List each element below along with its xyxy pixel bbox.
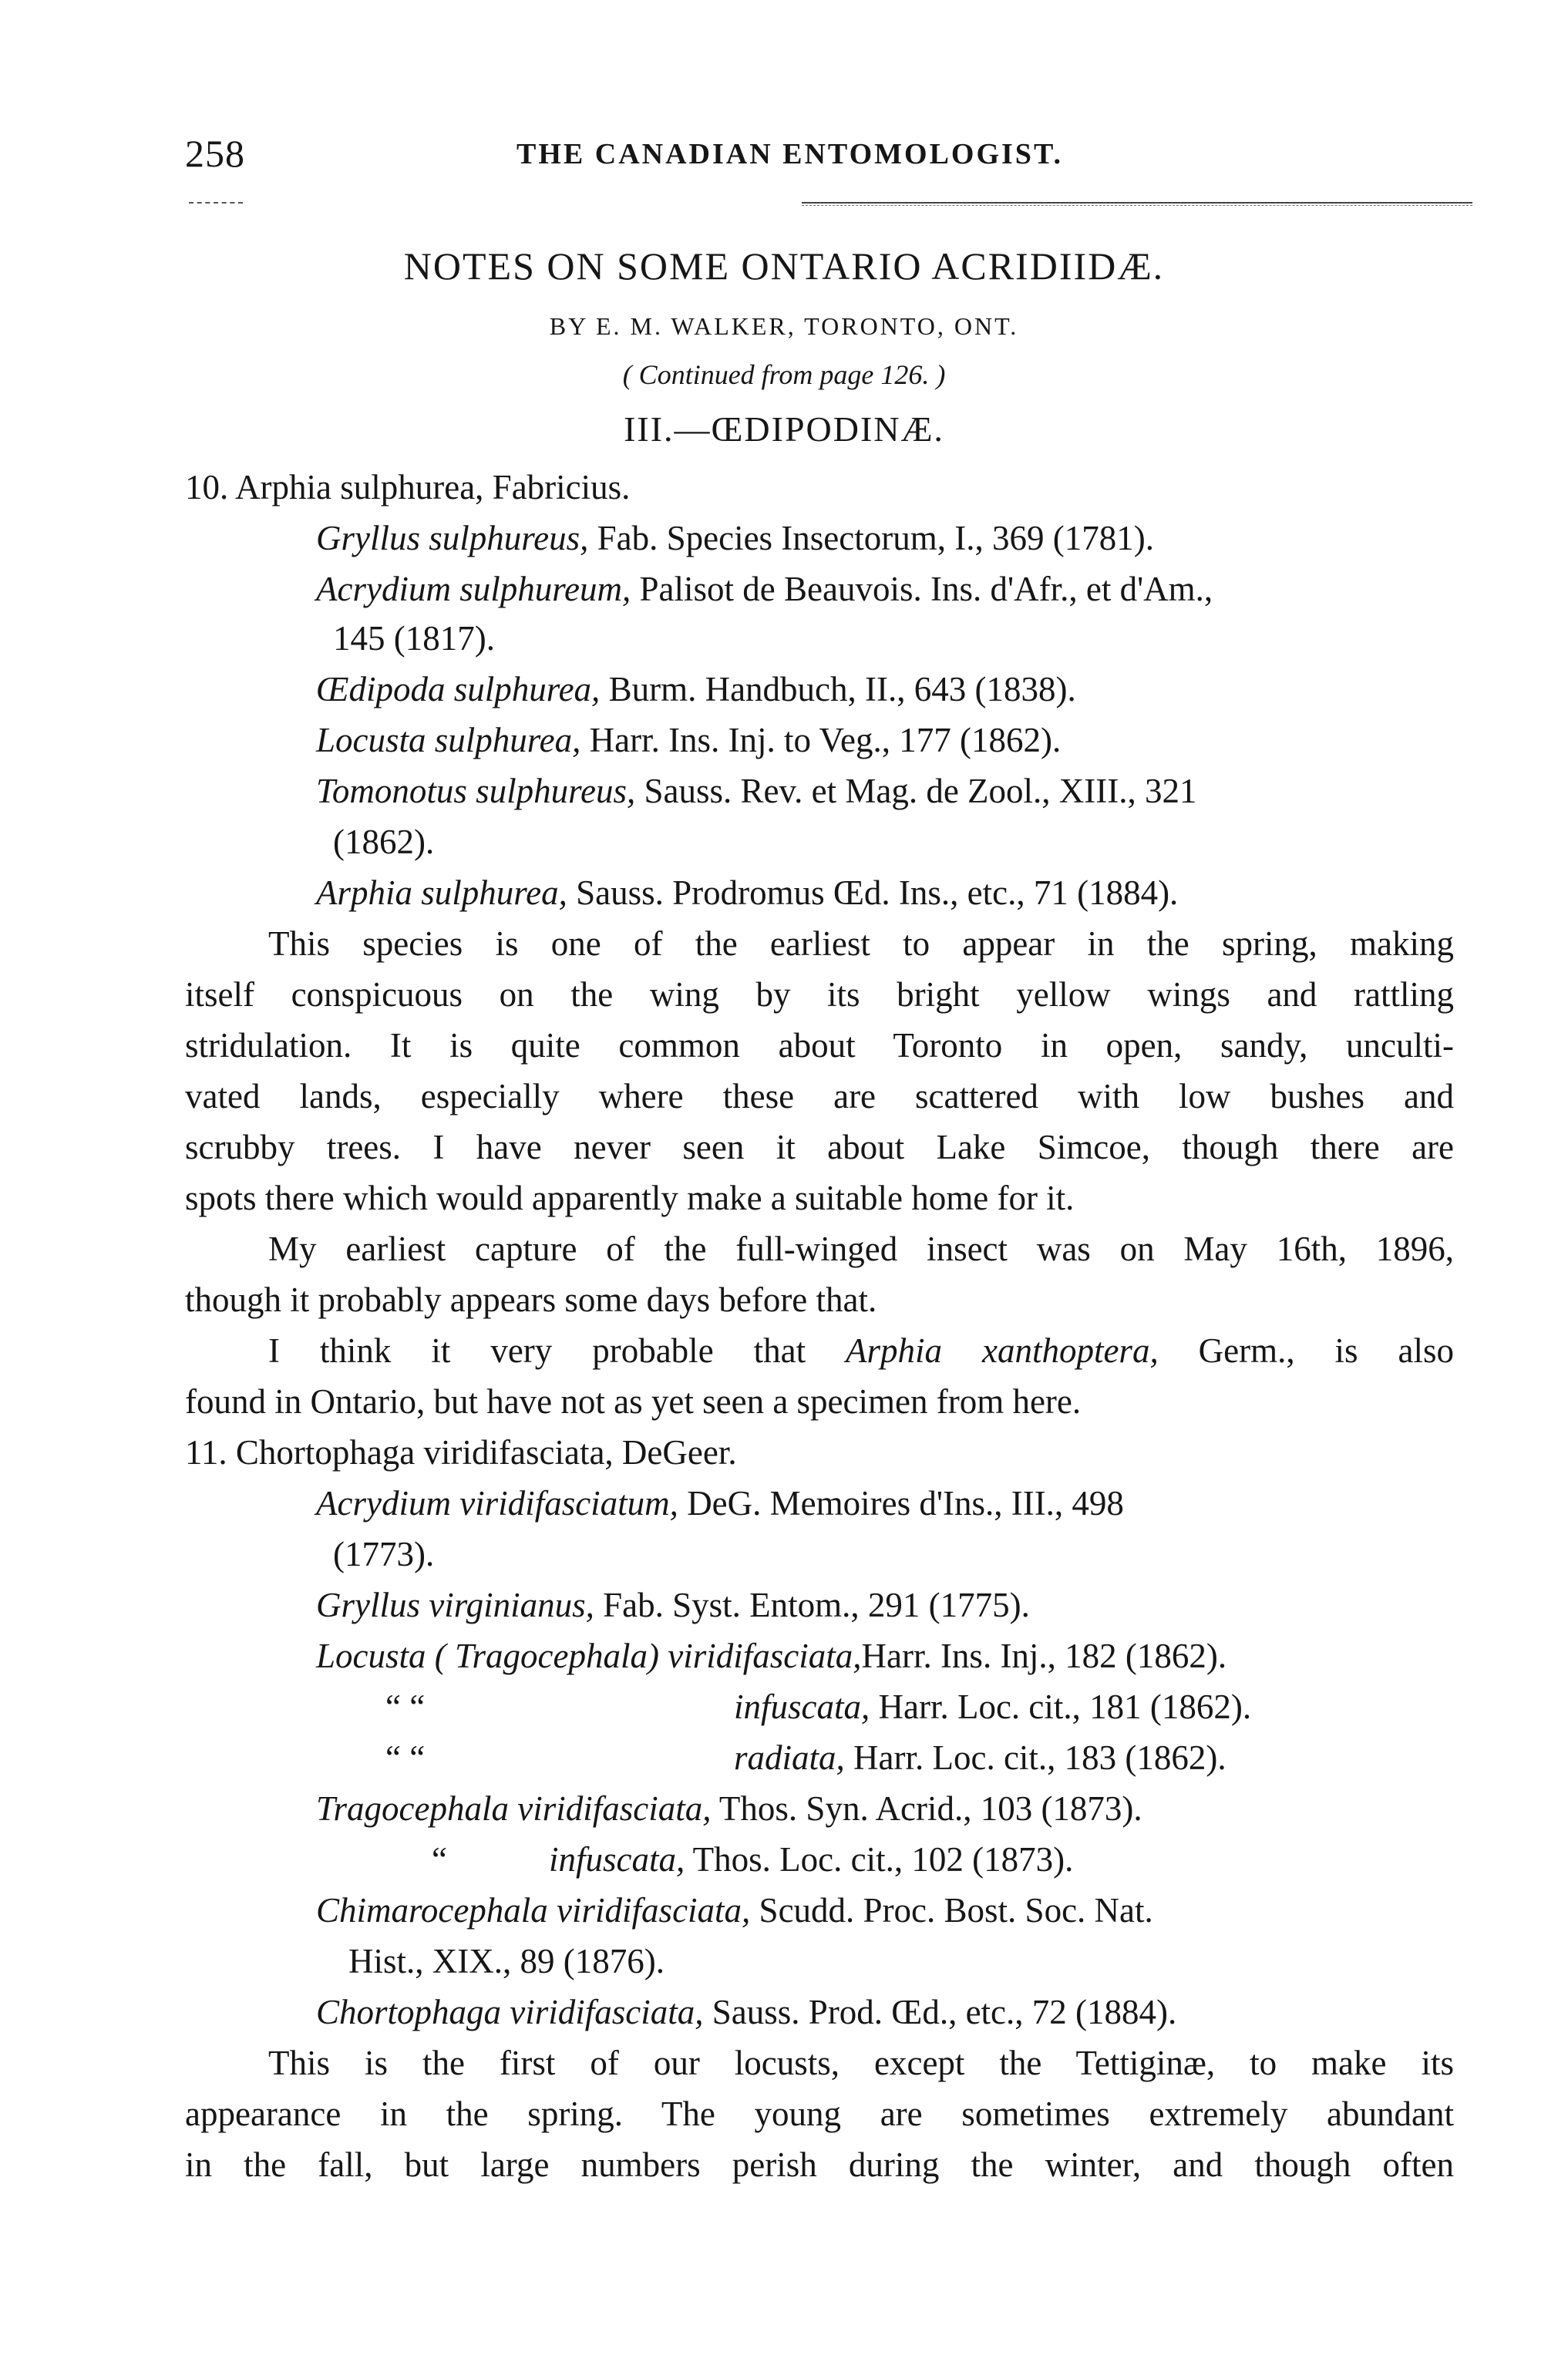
species-name-italic: Arphia xanthoptera, [846, 1331, 1159, 1370]
synonym-line [316, 672, 1076, 707]
synonym-ref: Sauss. Prodromus Œd. Ins., etc., 71 (1884). [567, 873, 1179, 912]
ditto-marks: “ “ [385, 1688, 426, 1726]
synonym-line [316, 1639, 1226, 1674]
continued-note: ( Continued from page 126. ) [622, 359, 946, 390]
article-byline: BY E. M. WALKER, TORONTO, ONT. [549, 312, 1019, 340]
synonym-line [333, 621, 495, 656]
synonym-ref: Harr. Loc. cit., 183 (1862). [844, 1738, 1226, 1777]
synonym-ref: Fab. Syst. Entom., 291 (1775). [594, 1586, 1030, 1624]
synonym-line [333, 1537, 434, 1572]
text-run: I think it very probable that [268, 1331, 846, 1370]
text-run: Germ., is also [1158, 1331, 1454, 1370]
paragraph-line: itself conspicuous on the wing by its bright yellow wings and rattling [185, 975, 1454, 1014]
synonym-ref: Palisot de Beauvois. Ins. d'Afr., et d'Am., [631, 570, 1213, 608]
paragraph-line: appearance in the spring. The young are sometimes extremely abundant [185, 2095, 1454, 2133]
species-heading: 10. Arphia sulphurea, Fabricius. [185, 468, 631, 506]
paragraph-line: stridulation. It is quite common about Toronto in open, sandy, unculti- [185, 1026, 1454, 1065]
ditto-marks: “ [432, 1840, 447, 1879]
synonym-ref: 145 (1817). [333, 619, 495, 658]
synonym-name: Locusta ( Tragocephala) viridifasciata, [316, 1637, 862, 1675]
synonym-name: Chimarocephala viridifasciata, [316, 1891, 751, 1930]
synonym-line [316, 723, 1061, 758]
synonym-line [348, 1944, 665, 1979]
synonym-ref: Fab. Species Insectorum, I., 369 (1781). [588, 519, 1154, 557]
synonym-name: infuscata, [549, 1840, 685, 1879]
section-heading: III.—ŒDIPODINÆ. [624, 409, 944, 449]
synonym-line [734, 1690, 1251, 1725]
synonym-ref: (1862). [333, 823, 435, 861]
synonym-ref: Harr. Ins. Inj. to Veg., 177 (1862). [580, 721, 1062, 759]
synonym-line [316, 1486, 1124, 1521]
synonym-ref: Thos. Loc. cit., 102 (1873). [685, 1840, 1074, 1879]
paragraph-line: in the fall, but large numbers perish during the winter, and though often [185, 2145, 1454, 2184]
paragraph-line: This species is one of the earliest to appear in the spring, making [268, 924, 1454, 963]
synonym-line [549, 1842, 1073, 1877]
synonym-line [385, 1690, 425, 1725]
synonym-line [316, 774, 1196, 809]
synonym-ref: Scudd. Proc. Bost. Soc. Nat. [750, 1891, 1153, 1930]
synonym-name: Acrydium viridifasciatum, [316, 1484, 678, 1523]
synonym-name: infuscata, [734, 1688, 870, 1726]
paragraph-line [268, 1331, 1454, 1370]
synonym-ref: (1773). [333, 1535, 435, 1573]
synonym-line [316, 1893, 1153, 1928]
synonym-ref: Harr. Loc. cit., 181 (1862). [870, 1688, 1252, 1726]
synonym-line [316, 1995, 1176, 2030]
synonym-line [333, 825, 434, 860]
species-heading: 11. Chortophaga viridifasciata, DeGeer. [185, 1433, 737, 1472]
paragraph-line: My earliest capture of the full-winged insect was on May 16th, 1896, [268, 1230, 1454, 1268]
synonym-line [316, 572, 1213, 607]
synonym-ref: Sauss. Rev. et Mag. de Zool., XIII., 321 [635, 772, 1197, 810]
synonym-line [734, 1738, 1226, 1777]
synonym-line [316, 1588, 1030, 1623]
synonym-name: Tomonotus sulphureus, [316, 772, 636, 810]
synonym-ref: Burm. Handbuch, II., 643 (1838). [600, 670, 1076, 708]
synonym-name: Arphia sulphurea, [316, 873, 567, 912]
running-title: THE CANADIAN ENTOMOLOGIST. [516, 138, 1063, 170]
synonym-line [316, 1789, 1142, 1828]
paragraph-line: spots there which would apparently make a suitable home for it. [185, 1179, 1075, 1217]
synonym-name: Gryllus virginianus, [316, 1586, 594, 1624]
synonym-name: radiata, [734, 1738, 845, 1777]
synonym-ref: Sauss. Prod. Œd., etc., 72 (1884). [703, 1993, 1177, 2031]
header-rule-right [802, 202, 1472, 204]
synonym-name: Acrydium sulphureum, [316, 570, 631, 608]
page-header [185, 131, 1434, 177]
synonym-ref: Thos. Syn. Acrid., 103 (1873). [711, 1789, 1142, 1828]
synonym-ref: DeG. Memoires d'Ins., III., 498 [678, 1484, 1124, 1523]
paragraph-line: scrubby trees. I have never seen it about Lake Simcoe, though there are [185, 1128, 1454, 1166]
paragraph-line: though it probably appears some days before that. [185, 1280, 877, 1319]
synonym-name: Chortophaga viridifasciata, [316, 1993, 704, 2031]
article-title: NOTES ON SOME ONTARIO ACRIDIIDÆ. [403, 244, 1165, 288]
synonym-line [385, 1738, 426, 1777]
synonym-ref: Hist., XIX., 89 (1876). [348, 1942, 665, 1980]
synonym-line [316, 873, 1179, 912]
header-rule-left [189, 202, 243, 204]
ditto-marks: “ “ [385, 1738, 426, 1777]
paragraph-line: This is the first of our locusts, except the Tettiginæ, to make its [268, 2044, 1454, 2082]
synonym-name: Tragocephala viridifasciata, [316, 1789, 712, 1828]
synonym-line [432, 1842, 447, 1877]
page-number: 258 [185, 132, 245, 175]
synonym-name: Gryllus sulphureus, [316, 519, 589, 557]
synonym-ref: Harr. Ins. Inj., 182 (1862). [861, 1637, 1227, 1675]
synonym-line [316, 521, 1154, 556]
synonym-name: Œdipoda sulphurea, [316, 670, 601, 708]
synonym-name: Locusta sulphurea, [316, 721, 581, 759]
paragraph-line: vated lands, especially where these are scattered with low bushes and [185, 1077, 1454, 1116]
paragraph-line: found in Ontario, but have not as yet seen a specimen from here. [185, 1382, 1082, 1421]
